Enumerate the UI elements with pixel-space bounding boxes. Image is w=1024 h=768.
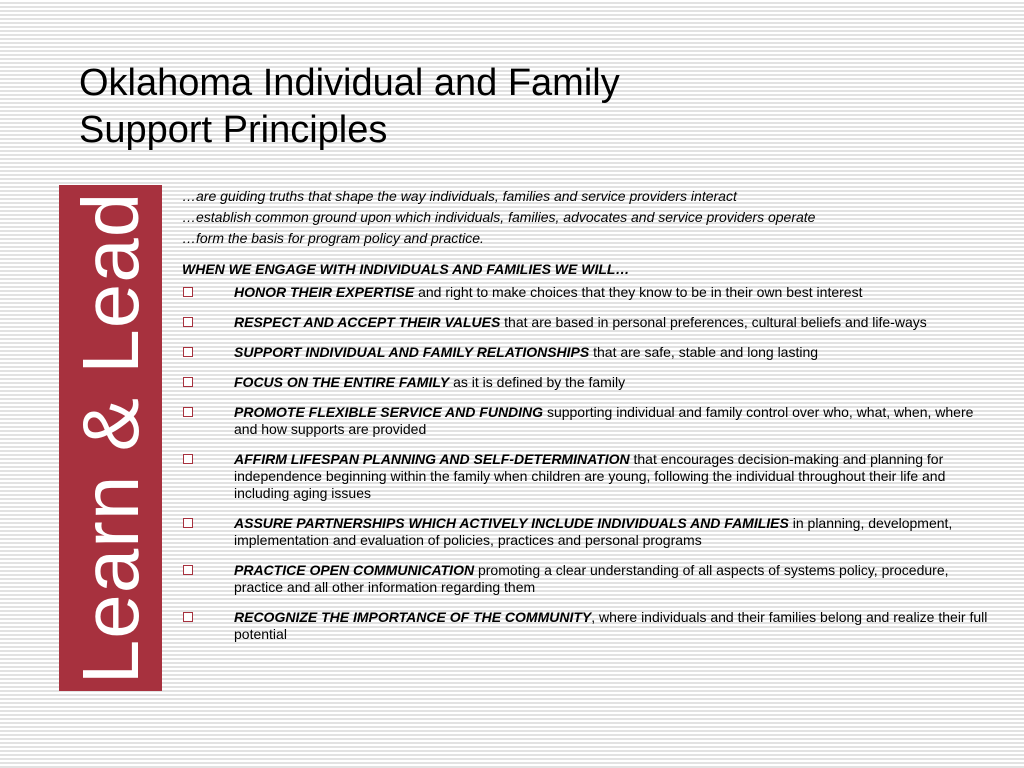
principle-text: and right to make choices that they know to be in their own best interest	[414, 284, 863, 300]
principle-item	[182, 562, 997, 596]
principle-lead: AFFIRM LIFESPAN PLANNING AND SELF-DETERMINATION	[234, 451, 630, 467]
principle-text: promoting a clear understanding of all aspects of systems policy, procedure, practice and all other information regarding them	[234, 562, 949, 595]
slide-content	[182, 188, 997, 656]
principle-lead: ASSURE PARTNERSHIPS WHICH ACTIVELY INCLUDE INDIVIDUALS AND FAMILIES	[234, 515, 789, 531]
slide-title-line-1: Oklahoma Individual and Family	[79, 62, 620, 104]
principle-item	[182, 284, 997, 301]
principle-item	[182, 451, 997, 502]
hollow-square-bullet-icon	[183, 518, 193, 528]
hollow-square-bullet-icon	[183, 407, 193, 417]
hollow-square-bullet-icon	[183, 454, 193, 464]
principle-lead: HONOR THEIR EXPERTISE	[234, 284, 415, 300]
principles-heading: WHEN WE ENGAGE WITH INDIVIDUALS AND FAMILIES WE WILL…	[182, 261, 630, 277]
principle-item	[182, 344, 997, 361]
principle-lead: RECOGNIZE THE IMPORTANCE OF THE COMMUNITY	[234, 609, 592, 625]
principle-text: in planning, development, implementation and evaluation of policies, practices and personal programs	[234, 515, 953, 548]
principle-text: that are safe, stable and long lasting	[589, 344, 819, 360]
principle-item	[182, 314, 997, 331]
principle-lead: PROMOTE FLEXIBLE SERVICE AND FUNDING	[234, 404, 544, 420]
hollow-square-bullet-icon	[183, 287, 193, 297]
intro-statements	[182, 188, 997, 247]
hollow-square-bullet-icon	[183, 565, 193, 575]
intro-line: …are guiding truths that shape the way individuals, families and service providers interact	[182, 188, 737, 204]
intro-line: …form the basis for program policy and practice.	[182, 230, 484, 246]
principle-text: supporting individual and family control over who, what, when, where and how supports are provided	[234, 404, 974, 437]
learn-and-lead-text: Learn & Lead	[65, 191, 155, 685]
slide-title-line-2: Support Principles	[79, 109, 388, 151]
principle-item	[182, 515, 997, 549]
principle-item	[182, 609, 997, 643]
principle-lead: RESPECT AND ACCEPT THEIR VALUES	[234, 314, 501, 330]
principle-text: that encourages decision-making and planning for independence beginning within the family when children are young, following the individual throughout their life and including aging issues	[234, 451, 946, 501]
principle-text: as it is defined by the family	[449, 374, 626, 390]
intro-line: …establish common ground upon which individuals, families, advocates and service providers operate	[182, 209, 816, 225]
principles-list	[182, 284, 997, 643]
principle-lead: FOCUS ON THE ENTIRE FAMILY	[234, 374, 450, 390]
principle-lead: SUPPORT INDIVIDUAL AND FAMILY RELATIONSHIPS	[234, 344, 590, 360]
hollow-square-bullet-icon	[183, 612, 193, 622]
hollow-square-bullet-icon	[183, 317, 193, 327]
slide-title	[79, 60, 620, 154]
hollow-square-bullet-icon	[183, 377, 193, 387]
learn-and-lead-banner	[59, 185, 162, 691]
hollow-square-bullet-icon	[183, 347, 193, 357]
principle-item	[182, 374, 997, 391]
principle-text: that are based in personal preferences, cultural beliefs and life-ways	[500, 314, 927, 330]
principle-lead: PRACTICE OPEN COMMUNICATION	[234, 562, 475, 578]
principle-item	[182, 404, 997, 438]
principle-text: , where individuals and their families belong and realize their full potential	[234, 609, 988, 642]
